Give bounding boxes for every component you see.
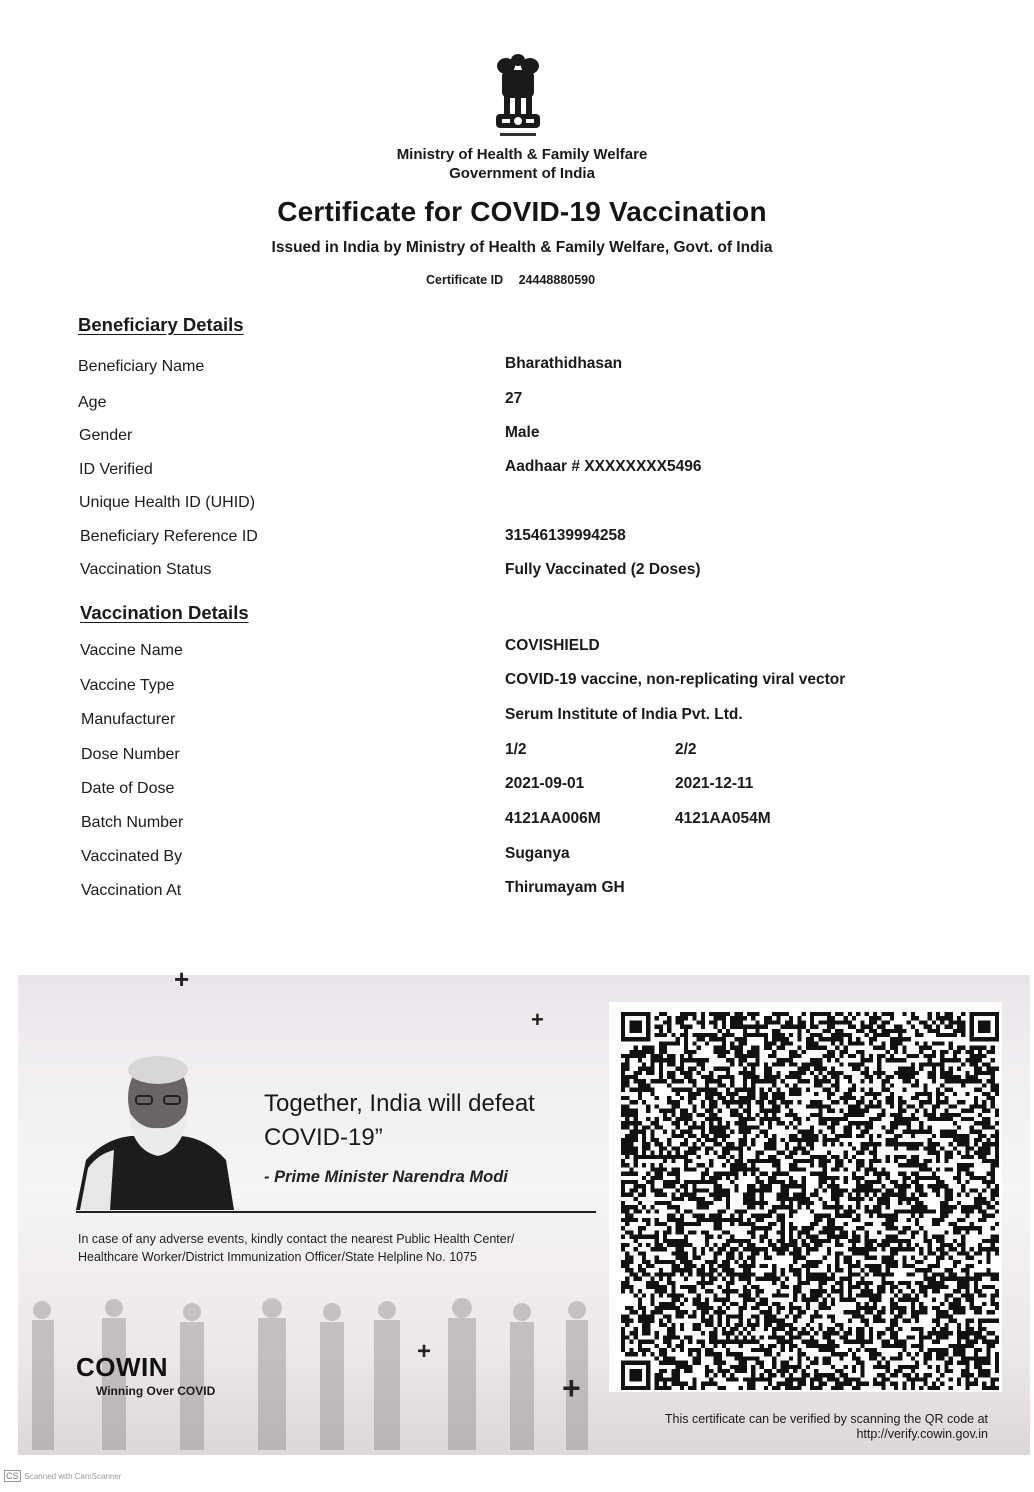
camscanner-badge-icon: CS [6,1471,19,1481]
quote-line-2: COVID-19” [264,1124,383,1151]
dose-1-date: 2021-09-01 [505,775,585,792]
verify-url[interactable]: http://verify.cowin.gov.in [856,1427,988,1441]
plus-decoration-icon: + [417,1338,432,1365]
certificate-title: Certificate for COVID-19 Vaccination [277,196,767,227]
id-verified-value: Aadhaar # XXXXXXXX5496 [505,458,702,475]
adverse-events-notice [78,1230,598,1266]
verification-note [600,1412,988,1442]
plus-decoration-icon: + [174,964,190,994]
dose-1-number: 1/2 [505,741,527,758]
verify-line-1: This certificate can be verified by scanning the QR code at [664,1412,988,1426]
cowin-logo: COWIN [76,1352,169,1382]
divider [76,1211,596,1213]
gender-value: Male [505,424,540,441]
batch-number-label: Batch Number [81,814,184,831]
vaccine-type-value: COVID-19 vaccine, non-replicating viral vector [505,671,846,688]
dose-2-number: 2/2 [675,741,697,758]
certificate-id [426,273,595,287]
quote-line-1: Together, India will defeat [264,1090,535,1117]
dose-1-batch: 4121AA006M [505,810,601,827]
government-name: Government of India [449,165,595,182]
manufacturer-value: Serum Institute of India Pvt. Ltd. [505,706,743,723]
qr-code-container [609,1002,1002,1392]
certificate-id-label: Certificate ID [426,273,504,287]
certificate-id-value: 24448880590 [518,273,596,287]
dose-number-label: Dose Number [81,746,180,763]
issued-by: Issued in India by Ministry of Health & Family Welfare, Govt. of India [271,239,773,256]
beneficiary-name-label: Beneficiary Name [78,358,205,375]
adverse-line-2: Healthcare Worker/District Immunization Officer/State Helpline No. 1075 [78,1250,478,1264]
cowin-tagline: Winning Over COVID [96,1384,216,1398]
vaccination-status-value: Fully Vaccinated (2 Doses) [505,561,701,578]
beneficiary-reference-id-label: Beneficiary Reference ID [80,528,258,545]
vaccinated-by-label: Vaccinated By [81,848,183,865]
dose-2-batch: 4121AA054M [675,810,771,827]
beneficiary-details-heading: Beneficiary Details [78,314,244,335]
vaccination-details-heading: Vaccination Details [80,602,249,623]
beneficiary-name-value: Bharathidhasan [505,355,623,372]
vaccination-status-label: Vaccination Status [80,561,212,578]
manufacturer-label: Manufacturer [81,711,176,728]
vaccine-name-value: COVISHIELD [505,637,600,654]
prime-minister-photo [76,1050,236,1210]
vaccine-name-label: Vaccine Name [80,642,183,659]
qr-modules [621,1012,999,1390]
age-value: 27 [505,390,523,407]
qr-code-icon [621,1012,999,1390]
national-emblem-icon [490,50,546,140]
vaccination-at-label: Vaccination At [81,882,182,899]
beneficiary-reference-id-value: 31546139994258 [505,527,626,544]
id-verified-label: ID Verified [79,461,153,478]
gender-label: Gender [79,427,133,444]
vaccinated-by-value: Suganya [505,845,570,862]
plus-decoration-icon: + [562,1370,581,1406]
camscanner-watermark [4,1470,121,1482]
age-label: Age [78,394,107,411]
camscanner-text: Scanned with CamScanner [24,1472,122,1481]
ministry-name: Ministry of Health & Family Welfare [396,146,648,163]
quote-text [264,1087,535,1155]
quote-attribution: - Prime Minister Narendra Modi [264,1168,508,1186]
adverse-line-1: In case of any adverse events, kindly contact the nearest Public Health Center/ [78,1232,515,1246]
date-of-dose-label: Date of Dose [81,780,175,797]
uhid-label: Unique Health ID (UHID) [79,494,256,511]
vaccine-type-label: Vaccine Type [80,677,175,694]
vaccination-at-value: Thirumayam GH [505,879,625,896]
dose-2-date: 2021-12-11 [675,775,754,792]
plus-decoration-icon: + [531,1007,544,1032]
